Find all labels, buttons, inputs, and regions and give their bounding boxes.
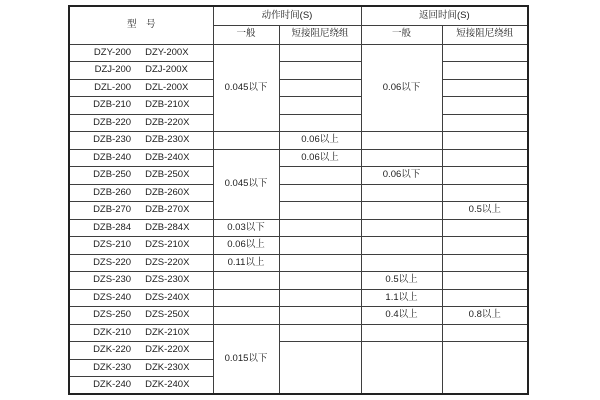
column-header-action-time: 动作时间(S) [213,6,361,25]
model-name: DZL-200 [94,81,132,93]
model-name: DZS-250X [145,309,190,321]
column-header-action-damped: 短接阻尼绕组 [279,25,361,44]
return-damped-cell [442,254,528,272]
model-name: DZS-210 [93,239,132,251]
model-name: DZB-220X [145,116,190,128]
action-damped-cell [279,289,361,307]
spec-table-body [69,44,528,394]
model-name: DZL-200X [145,81,189,93]
table-row [69,324,528,342]
model-name: DZS-230 [93,274,132,286]
action-damped-cell [279,237,361,255]
return-damped-cell: 0.5以上 [442,202,528,220]
action-general-cell: 0.015以下 [213,324,279,394]
action-general-cell: 0.11以上 [213,254,279,272]
model-name: DZB-284X [145,221,190,233]
model-name: DZS-240 [93,291,132,303]
table-row [69,62,528,80]
action-damped-cell [279,167,361,185]
model-cell [69,237,213,255]
return-damped-cell [442,272,528,290]
model-cell [69,79,213,97]
spec-table-header [69,6,528,44]
header-row-groups [69,6,528,25]
model-name: DZY-200X [145,46,189,58]
model-cell [69,184,213,202]
model-name: DZK-230X [145,361,190,373]
model-name: DZK-220 [93,344,132,356]
model-name: DZB-210 [93,99,132,111]
return-general-cell [361,342,442,395]
action-damped-cell [279,184,361,202]
model-name: DZB-284 [93,221,132,233]
action-general-cell: 0.045以下 [213,149,279,219]
return-damped-cell [442,132,528,150]
column-header-action-general: 一般 [213,25,279,44]
model-name: DZB-240X [145,151,190,163]
action-general-cell: 0.06以上 [213,237,279,255]
action-damped-cell: 0.06以上 [279,149,361,167]
model-name: DZB-220 [93,116,132,128]
action-damped-cell [279,219,361,237]
table-row [69,307,528,325]
table-row [69,237,528,255]
action-damped-cell [279,62,361,80]
model-name: DZS-210X [145,239,190,251]
model-name: DZS-250 [93,309,132,321]
action-general-cell: 0.03以下 [213,219,279,237]
table-row [69,167,528,185]
model-name: DZK-230 [93,361,132,373]
model-cell [69,97,213,115]
table-row [69,79,528,97]
model-cell [69,342,213,360]
return-general-cell [361,132,442,150]
return-general-cell: 0.06以下 [361,44,442,132]
action-general-cell [213,132,279,150]
model-name: DZB-260X [145,186,190,198]
model-name: DZB-270 [93,204,132,216]
model-cell [69,44,213,62]
table-row [69,254,528,272]
action-general-cell [213,289,279,307]
model-name: DZB-250 [93,169,132,181]
action-general-cell: 0.045以下 [213,44,279,132]
column-header-return-general: 一般 [361,25,442,44]
action-damped-cell: 0.06以上 [279,132,361,150]
action-damped-cell [279,79,361,97]
model-cell [69,289,213,307]
return-damped-cell [442,324,528,342]
table-row [69,132,528,150]
model-cell [69,62,213,80]
model-cell [69,132,213,150]
return-damped-cell [442,62,528,80]
model-name: DZB-230X [145,134,190,146]
table-row [69,114,528,132]
model-name: DZB-210X [145,99,190,111]
model-cell [69,254,213,272]
return-general-cell [361,254,442,272]
return-general-cell [361,202,442,220]
column-header-return-time: 返回时间(S) [361,6,528,25]
model-name: DZJ-200 [94,64,132,76]
model-cell [69,324,213,342]
action-damped-cell [279,202,361,220]
table-row [69,44,528,62]
return-damped-cell [442,219,528,237]
model-name: DZB-260 [93,186,132,198]
model-name: DZY-200 [93,46,132,58]
model-name: DZB-240 [93,151,132,163]
column-header-return-damped: 短接阻尼绕组 [442,25,528,44]
model-name: DZK-210X [145,326,190,338]
table-row [69,184,528,202]
action-general-cell [213,272,279,290]
model-cell [69,114,213,132]
return-general-cell [361,149,442,167]
return-general-cell: 0.4以上 [361,307,442,325]
return-damped-cell [442,97,528,115]
model-name: DZB-230 [93,134,132,146]
table-row [69,219,528,237]
action-damped-cell [279,324,361,342]
model-name: DZS-220X [145,256,190,268]
table-row [69,97,528,115]
model-name: DZJ-200X [145,64,188,76]
return-damped-cell [442,237,528,255]
model-name: DZS-230X [145,274,190,286]
table-row [69,342,528,360]
table-row [69,289,528,307]
action-damped-cell [279,272,361,290]
return-damped-cell [442,342,528,395]
action-damped-cell [279,342,361,395]
model-name: DZB-270X [145,204,190,216]
return-general-cell [361,219,442,237]
spec-table [68,5,529,395]
return-damped-cell [442,114,528,132]
return-damped-cell [442,184,528,202]
return-damped-cell [442,149,528,167]
table-row [69,149,528,167]
action-damped-cell [279,254,361,272]
return-general-cell: 0.06以下 [361,167,442,185]
return-general-cell [361,237,442,255]
model-name: DZS-240X [145,291,190,303]
action-damped-cell [279,307,361,325]
model-name: DZS-220 [93,256,132,268]
table-row [69,202,528,220]
model-name: DZK-210 [93,326,132,338]
column-header-model: 型 号 [69,6,213,44]
model-cell [69,377,213,395]
model-cell [69,202,213,220]
return-general-cell: 1.1以上 [361,289,442,307]
model-cell [69,359,213,377]
return-general-cell [361,324,442,342]
model-name: DZB-250X [145,169,190,181]
return-general-cell [361,184,442,202]
table-row [69,272,528,290]
return-general-cell: 0.5以上 [361,272,442,290]
model-cell [69,219,213,237]
model-cell [69,272,213,290]
return-damped-cell: 0.8以上 [442,307,528,325]
model-name: DZK-220X [145,344,190,356]
return-damped-cell [442,289,528,307]
action-damped-cell [279,97,361,115]
model-cell [69,149,213,167]
model-cell [69,307,213,325]
action-general-cell [213,307,279,325]
model-cell [69,167,213,185]
return-damped-cell [442,44,528,62]
return-damped-cell [442,167,528,185]
model-name: DZK-240 [93,378,132,390]
action-damped-cell [279,44,361,62]
action-damped-cell [279,114,361,132]
return-damped-cell [442,79,528,97]
model-name: DZK-240X [145,378,190,390]
